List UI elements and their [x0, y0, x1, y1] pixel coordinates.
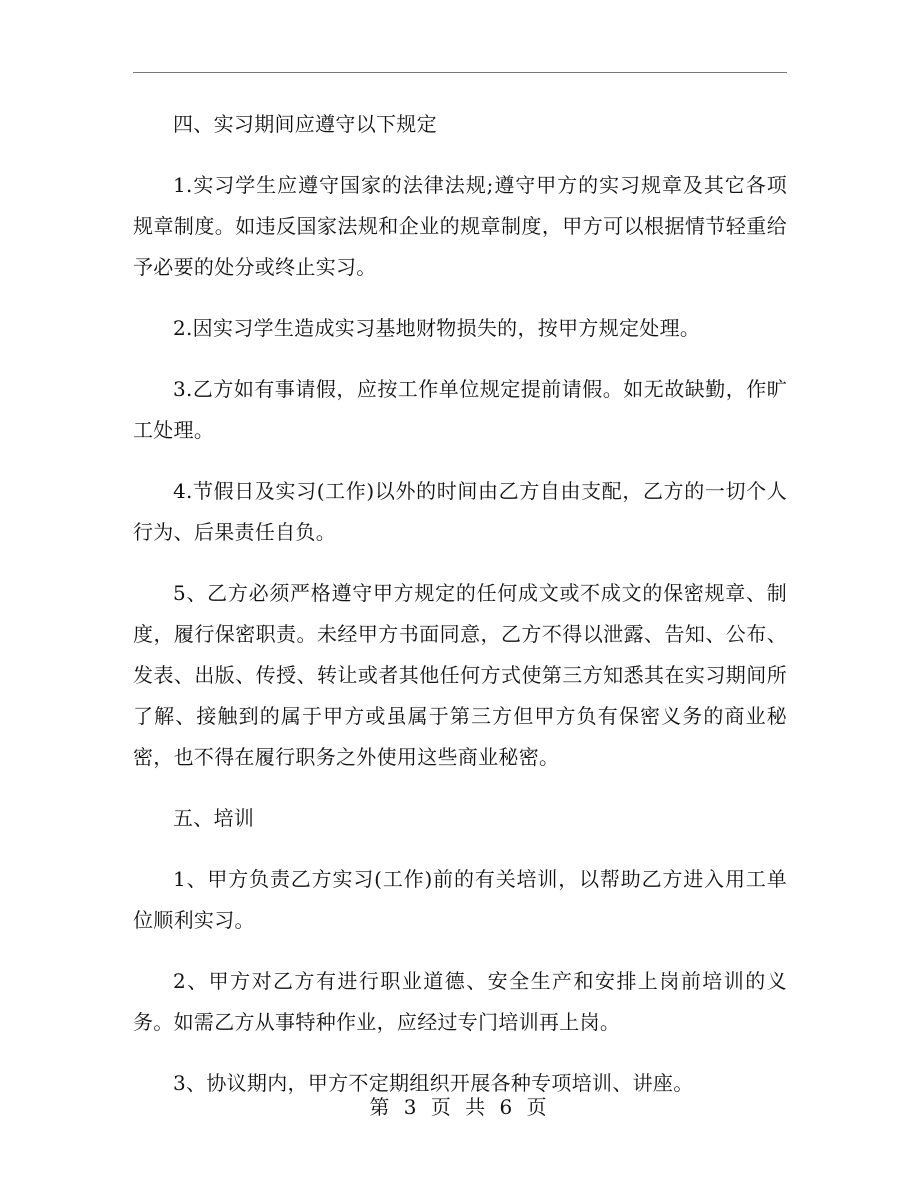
- paragraph-training-1: 1、甲方负责乙方实习(工作)前的有关培训，以帮助乙方进入用工单位顺利实习。: [133, 867, 787, 932]
- paragraph-rule-1: 1.实习学生应遵守国家的法律法规;遵守甲方的实习规章及其它各项规章制度。如违反国家法规和企业的规章制度，甲方可以根据情节轻重给予必要的处分或终止实习。: [133, 173, 787, 279]
- paragraph-rule-4: 4.节假日及实习(工作)以外的时间由乙方自由支配，乙方的一切个人行为、后果责任自负。: [133, 479, 787, 544]
- paragraph-rule-5: 5、乙方必须严格遵守甲方规定的任何成文或不成文的保密规章、制度，履行保密职责。未经甲方书面同意，乙方不得以泄露、告知、公布、发表、出版、传授、转让或者其他任何方式使第三方知悉其在实习期间所了解、接触到的属于甲方或虽属于第三方但甲方负有保密义务的商业秘密，也不得在履行职务之外使用这些商业秘密。: [133, 581, 787, 769]
- document-body: [133, 104, 787, 1124]
- paragraph-rule-2: 2.因实习学生造成实习基地财物损失的，按甲方规定处理。: [173, 316, 701, 340]
- section-heading-4: 四、实习期间应遵守以下规定: [173, 112, 437, 136]
- page-number-footer: 第 3 页 共 6 页: [369, 1095, 551, 1119]
- paragraph-training-3: 3、协议期内，甲方不定期组织开展各种专项培训、讲座。: [173, 1071, 694, 1095]
- paragraph-rule-3: 3.乙方如有事请假，应按工作单位规定提前请假。如无故缺勤，作旷工处理。: [133, 377, 787, 442]
- header-rule: [133, 72, 787, 73]
- section-heading-5: 五、培训: [173, 806, 255, 830]
- paragraph-training-2: 2、甲方对乙方有进行职业道德、安全生产和安排上岗前培训的义务。如需乙方从事特种作业，应经过专门培训再上岗。: [133, 969, 787, 1034]
